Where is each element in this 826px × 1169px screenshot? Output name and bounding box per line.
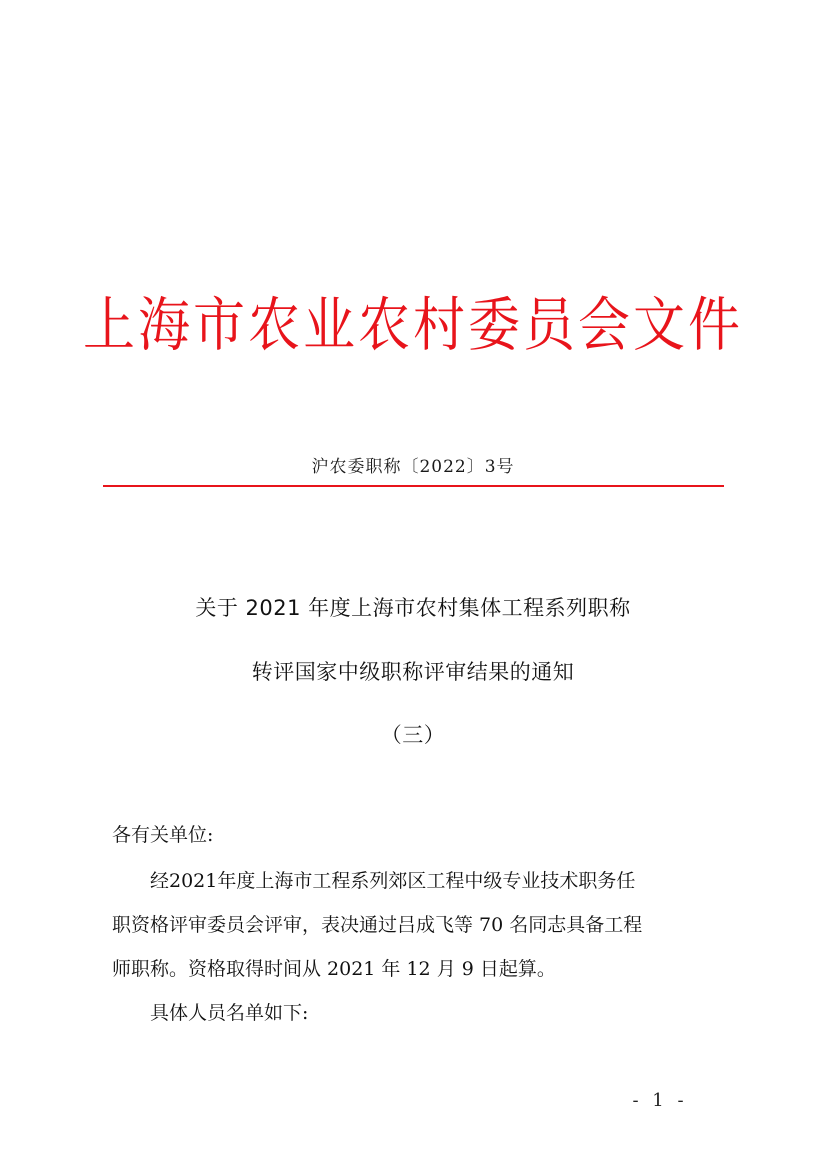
document-number: 沪农委职称〔2022〕3号	[311, 457, 515, 477]
body-line-2: 职资格评审委员会评审，表决通过吕成飞等 70 名同志具备工程	[112, 914, 643, 936]
notice-title-line-1: 关于 2021 年度上海市农村集体工程系列职称	[195, 596, 631, 620]
notice-title-line-3: （三）	[380, 723, 446, 747]
masthead-title: 上海市农业农村委员会文件	[82, 292, 743, 360]
body-line-3: 师职称。资格取得时间从 2021 年 12 月 9 日起算。	[112, 958, 556, 980]
red-divider-line	[103, 485, 724, 487]
salutation: 各有关单位:	[112, 824, 214, 846]
page-number: - 1 -	[632, 1090, 688, 1111]
notice-title-line-2: 转评国家中级职称评审结果的通知	[251, 660, 575, 684]
body-line-1: 经2021年度上海市工程系列郊区工程中级专业技术职务任	[150, 870, 636, 892]
body-line-4: 具体人员名单如下:	[150, 1002, 309, 1024]
